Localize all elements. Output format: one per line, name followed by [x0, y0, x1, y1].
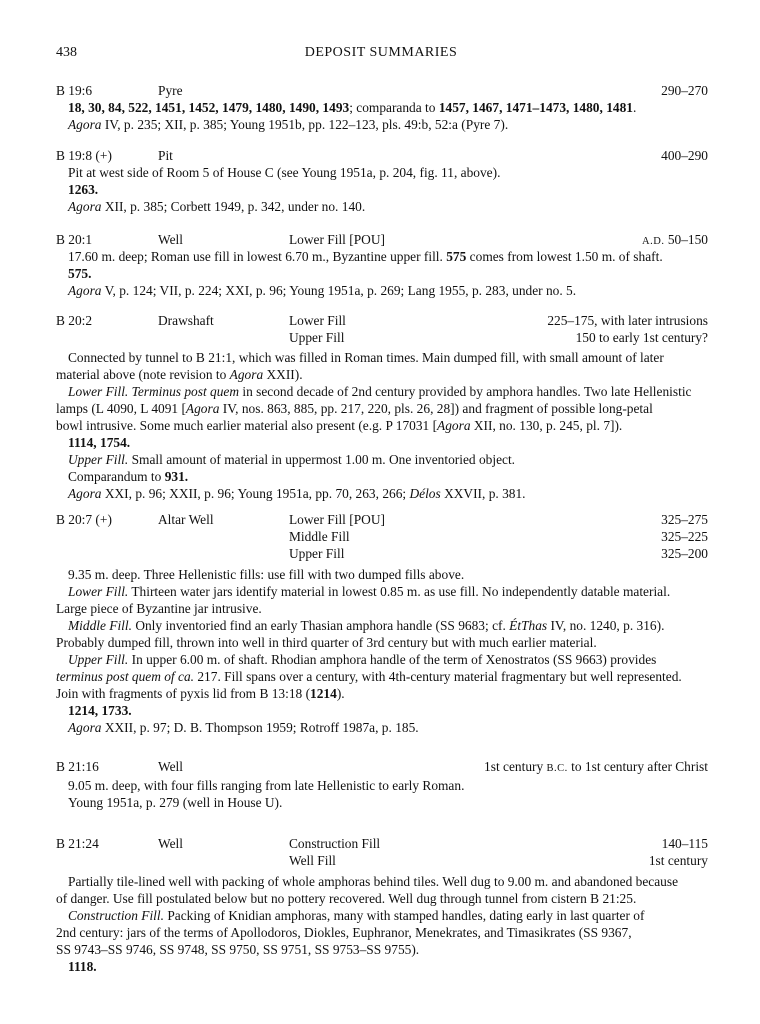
fill-label: Middle Fill. [68, 618, 132, 633]
deposit-heading [56, 312, 708, 329]
bibliography [56, 282, 708, 299]
note-text: In upper 6.00 m. of shaft. Rhodian amphora handle of the term of Xenostratos (SS 9663) provides [128, 652, 657, 667]
deposit-heading [56, 82, 708, 99]
upper-fill-note [56, 651, 708, 668]
description: 9.05 m. deep, with four fills ranging from late Hellenistic to early Roman. [68, 778, 465, 793]
description-text-end: comes from lowest 1.50 m. of shaft. [466, 249, 663, 264]
lower-fill-note-continued [56, 400, 708, 417]
lower-fill-note [56, 583, 708, 600]
upper-fill-note [56, 451, 708, 468]
deposit-b20-2 [56, 312, 708, 502]
deposit-code: B 20:1 [56, 232, 93, 247]
deposit-date [484, 758, 708, 777]
deposit-heading-continued [56, 329, 708, 346]
description-continued [56, 366, 708, 383]
delos-ref: Délos [409, 486, 441, 501]
construction-fill-note [56, 907, 708, 924]
bibliography-text: XXII, p. 97; D. B. Thompson 1959; Rotroff 1987a, p. 185. [101, 720, 419, 735]
deposit-date: 325–275 [661, 512, 708, 527]
middle-fill-note-continued: Probably dumped fill, thrown into well in third quarter of 3rd century but with much earlier material. [56, 635, 597, 650]
deposit-date: 325–225 [661, 529, 708, 544]
deposit-heading [56, 758, 708, 775]
deposit-type: Pit [158, 148, 173, 163]
fill-name: Lower Fill [289, 313, 346, 328]
deposit-code: B 20:2 [56, 313, 93, 328]
deposit-b21-16 [56, 758, 708, 811]
deposit-code: B 19:6 [56, 83, 93, 98]
date-text: 1st century [484, 759, 547, 774]
fill-name: Well Fill [289, 853, 336, 868]
middle-fill-note [56, 617, 708, 634]
deposit-code: B 19:8 (+) [56, 148, 112, 163]
circa: ca. [178, 669, 195, 684]
bibliography [56, 198, 708, 215]
bibliography [56, 116, 708, 133]
note-text: of [160, 669, 179, 684]
description: Pit at west side of Room 5 of House C (see Young 1951a, p. 204, fig. 11, above). [68, 165, 501, 180]
description: Connected by tunnel to B 21:1, which was filled in Roman times. Main dumped fill, with small amount of later [68, 350, 664, 365]
date-era: A.D. [642, 236, 665, 247]
deposit-date: 150 to early 1st century? [575, 330, 708, 345]
deposit-heading-continued [56, 528, 708, 545]
deposit-heading-continued [56, 852, 708, 869]
ethas-ref: ÉtThas [509, 618, 548, 633]
deposit-heading [56, 231, 708, 248]
upper-fill-note-continued [56, 685, 708, 702]
agora-ref: Agora [68, 486, 102, 501]
deposit-heading [56, 835, 708, 852]
deposit-date: 290–270 [661, 83, 708, 98]
deposit-type: Drawshaft [158, 313, 214, 328]
page-header [56, 44, 706, 64]
catalog-line [56, 99, 708, 116]
comparanda-end: . [632, 100, 637, 115]
deposit-b21-24 [56, 835, 708, 975]
deposit-heading-continued [56, 545, 708, 562]
note-text: Packing of Knidian amphoras, many with stamped handles, dating early in last quarter of [163, 908, 645, 923]
bibliography-text-end: XXVII, p. 381. [440, 486, 526, 501]
construction-fill-note-continued: SS 9743–SS 9746, SS 9748, SS 9750, SS 9751, SS 9753–SS 9755). [56, 942, 420, 957]
fill-label: Construction Fill. [68, 908, 164, 923]
bibliography: Young 1951a, p. 279 (well in House U). [68, 795, 283, 810]
deposit-b19-6 [56, 82, 708, 133]
deposit-date: 140–115 [661, 836, 708, 851]
note-text: Small amount of material in uppermost 1.00 m. One inventoried object. [128, 452, 516, 467]
fill-label: Lower Fill. [68, 384, 129, 399]
comparanda-numbers: 1457, 1467, 1471–1473, 1480, 1481 [438, 100, 633, 115]
description-text: material above (note revision to [56, 367, 230, 382]
fill-name: Lower Fill [POU] [289, 512, 385, 527]
fill-name: Construction Fill [289, 836, 381, 851]
catalog-numbers: 575. [68, 266, 92, 281]
terminus-post-quem: Terminus post quem [131, 384, 240, 399]
comparandum [56, 468, 708, 485]
date-range: 50–150 [664, 232, 708, 247]
description-text-end: XXII). [263, 367, 303, 382]
description-text: 17.60 m. deep; Roman use fill in lowest 6.70 m., Byzantine upper fill. [68, 249, 447, 264]
comparanda-label: ; comparanda to [349, 100, 439, 115]
note-text: Join with fragments of pyxis lid from B 13:18 ( [56, 686, 311, 701]
agora-ref: Agora [437, 418, 471, 433]
page-number: 438 [56, 45, 77, 60]
deposit-b20-1 [56, 231, 708, 299]
bibliography [56, 485, 708, 502]
terminus-post-quem: terminus post quem [56, 669, 161, 684]
catalog-numbers: 18, 30, 84, 522, 1451, 1452, 1479, 1480, 1490, 1493 [68, 100, 350, 115]
deposit-date: 225–175, with later intrusions [547, 313, 708, 328]
agora-ref: Agora [68, 199, 102, 214]
construction-fill-note-continued: 2nd century: jars of the terms of Apollodoros, Diokles, Euphranor, Menekrates, and Timasikrates (SS 9367, [56, 925, 632, 940]
note-text: IV, nos. 863, 885, pp. 217, 220, pls. 26, 28]) and fragment of possible long-petal [219, 401, 653, 416]
agora-ref: Agora [68, 720, 102, 735]
note-text: Thirteen water jars identify material in lowest 0.85 m. as use fill. No independently datable material. [128, 584, 671, 599]
note-text: bowl intrusive. Some much earlier material also present (e.g. P 17031 [ [56, 418, 438, 433]
deposit-date: 325–200 [661, 546, 708, 561]
bibliography-text: V, p. 124; VII, p. 224; XXI, p. 96; Young 1951a, p. 269; Lang 1955, p. 283, under no. 5. [101, 283, 577, 298]
fill-label: Lower Fill. [68, 584, 129, 599]
upper-fill-note-continued [56, 668, 708, 685]
note-text: XII, no. 130, p. 245, pl. 7]). [470, 418, 623, 433]
note-text: IV, no. 1240, p. 316). [547, 618, 665, 633]
note-text: Only inventoried find an early Thasian amphora handle (SS 9683; cf. [131, 618, 510, 633]
bibliography-text: XII, p. 385; Corbett 1949, p. 342, under no. 140. [101, 199, 366, 214]
note-text: ). [336, 686, 345, 701]
deposit-b20-7 [56, 511, 708, 736]
catalog-ref: 1214 [310, 686, 337, 701]
description-continued: of danger. Use fill postulated below but no pottery recovered. Well dug through tunnel from cistern B 21:25. [56, 891, 637, 906]
bibliography-text: IV, p. 235; XII, p. 385; Young 1951b, pp. 122–123, pls. 49:b, 52:a (Pyre 7). [101, 117, 509, 132]
deposit-type: Altar Well [158, 512, 214, 527]
agora-ref: Agora [68, 117, 102, 132]
description [56, 248, 708, 265]
lower-fill-note-continued [56, 417, 708, 434]
deposit-type: Well [158, 232, 183, 247]
deposit-heading [56, 511, 708, 528]
deposit-type: Pyre [158, 83, 183, 98]
deposit-type: Well [158, 836, 183, 851]
lower-fill-note [56, 383, 708, 400]
deposit-date [642, 231, 708, 250]
deposit-type: Well [158, 759, 183, 774]
catalog-numbers: 1118. [68, 959, 97, 974]
fill-name: Middle Fill [289, 529, 350, 544]
deposit-date: 400–290 [661, 148, 708, 163]
deposit-b19-8 [56, 147, 708, 215]
description: 9.35 m. deep. Three Hellenistic fills: use fill with two dumped fills above. [68, 567, 465, 582]
deposit-date: 1st century [648, 853, 708, 868]
running-head: DEPOSIT SUMMARIES [304, 45, 458, 60]
deposit-heading [56, 147, 708, 164]
catalog-numbers: 1214, 1733. [68, 703, 132, 718]
note-text: in second decade of 2nd century provided by amphora handles. Two late Hellenistic [239, 384, 692, 399]
agora-ref: Agora [68, 283, 102, 298]
date-text: to 1st century after Christ [567, 759, 708, 774]
fill-name: Upper Fill [289, 330, 345, 345]
note-text: lamps (L 4090, L 4091 [ [56, 401, 186, 416]
deposit-code: B 21:16 [56, 759, 99, 774]
lower-fill-note-continued: Large piece of Byzantine jar intrusive. [56, 601, 262, 616]
note-text: 217. Fill spans over a century, with 4th-century material fragmentary but well represented. [194, 669, 682, 684]
fill-label: Upper Fill. [68, 452, 129, 467]
bibliography-text: XXI, p. 96; XXII, p. 96; Young 1951a, pp. 70, 263, 266; [101, 486, 410, 501]
deposit-code: B 21:24 [56, 836, 99, 851]
comparandum-label: Comparandum to [68, 469, 165, 484]
agora-ref: Agora [185, 401, 220, 416]
bibliography [56, 719, 708, 736]
description: Partially tile-lined well with packing of whole amphoras behind tiles. Well dug to 9.00 m. and abandoned because [68, 874, 679, 889]
agora-ref: Agora [229, 367, 264, 382]
catalog-ref: 575 [446, 249, 467, 264]
date-era: B.C. [546, 763, 568, 774]
deposit-code: B 20:7 (+) [56, 512, 112, 527]
comparandum-number: 931. [164, 469, 189, 484]
catalog-numbers: 1114, 1754. [68, 435, 131, 450]
catalog-numbers: 1263. [68, 182, 99, 197]
fill-name: Lower Fill [POU] [289, 232, 385, 247]
fill-label: Upper Fill. [68, 652, 129, 667]
fill-name: Upper Fill [289, 546, 345, 561]
